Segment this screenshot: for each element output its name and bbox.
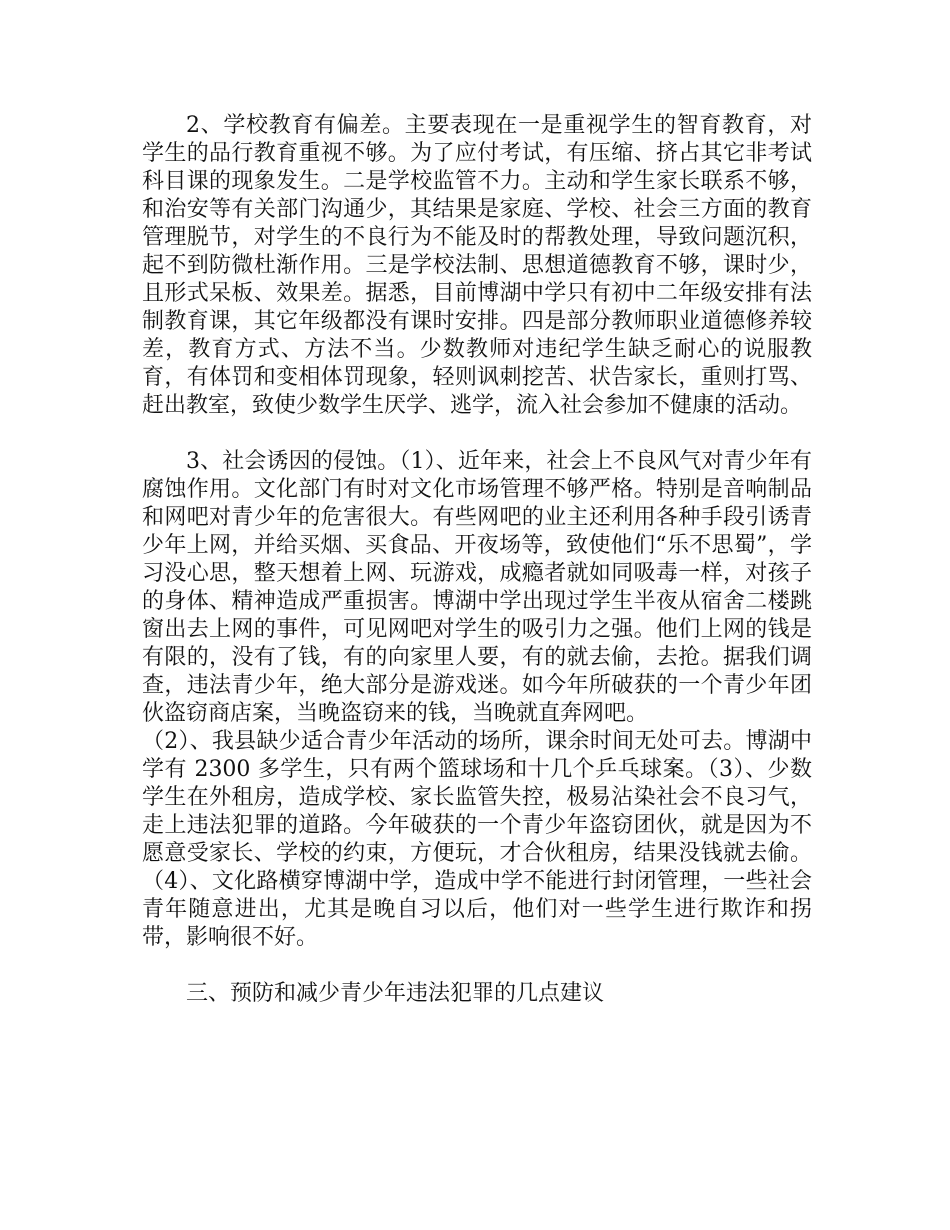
paragraph-spacer xyxy=(142,420,812,448)
paragraph-social-influence-continued: （2）、我县缺少适合青少年活动的场所，课余时间无处可去。博湖中学有 2300 多学生，只有两个篮球场和十几个乒乓球案。（3）、少数学生在外租房，造成学校、家长监管失控，极易沾染社会不良习气，走上违法犯罪的道路。今年破获的一个青少年盗窃团伙，就是因为不愿意受家长、学校的约束，方便玩，才合伙租房，结果没钱就去偷。（4）、文化路横穿博湖中学，造成中学不能进行封闭管理，一些社会青年随意进出，尤其是晚自习以后，他们对一些学生进行欺诈和拐带，影响很不好。 xyxy=(142,729,812,950)
document-page xyxy=(142,112,812,1008)
section-heading: 三、预防和减少青少年违法犯罪的几点建议 xyxy=(186,981,605,1006)
paragraph-spacer xyxy=(142,952,812,980)
paragraph-social-influence: 3、社会诱因的侵蚀。（1）、近年来，社会上不良风气对青少年有腐蚀作用。文化部门有时对文化市场管理不够严格。特别是音响制品和网吧对青少年的危害很大。有些网吧的业主还利用各种手段引诱青少年上网，并给买烟、买食品、开夜场等，致使他们“乐不思蜀”，学习没心思，整天想着上网、玩游戏，成瘾者就如同吸毒一样，对孩子的身体、精神造成严重损害。博湖中学出现过学生半夜从宿舍二楼跳窗出去上网的事件，可见网吧对学生的吸引力之强。他们上网的钱是有限的，没有了钱，有的向家里人要，有的就去偷，去抢。据我们调查，违法青少年，绝大部分是游戏迷。如今年所破获的一个青少年团伙盗窃商店案，当晚盗窃来的钱，当晚就直奔网吧。 xyxy=(142,449,812,726)
paragraph-school-education: 2、学校教育有偏差。主要表现在一是重视学生的智育教育，对学生的品行教育重视不够。为了应付考试，有压缩、挤占其它非考试科目课的现象发生。二是学校监管不力。主动和学生家长联系不够，和治安等有关部门沟通少，其结果是家庭、学校、社会三方面的教育管理脱节，对学生的不良行为不能及时的帮教处理，导致问题沉积，起不到防微杜渐作用。三是学校法制、思想道德教育不够，课时少，且形式呆板、效果差。据悉，目前博湖中学只有初中二年级安排有法制教育课，其它年级都没有课时安排。四是部分教师职业道德修养较差，教育方式、方法不当。少数教师对违纪学生缺乏耐心的说服教育，有体罚和变相体罚现象，轻则讽刺挖苦、状告家长，重则打骂、赶出教室，致使少数学生厌学、逃学，流入社会参加不健康的活动。 xyxy=(142,113,812,418)
